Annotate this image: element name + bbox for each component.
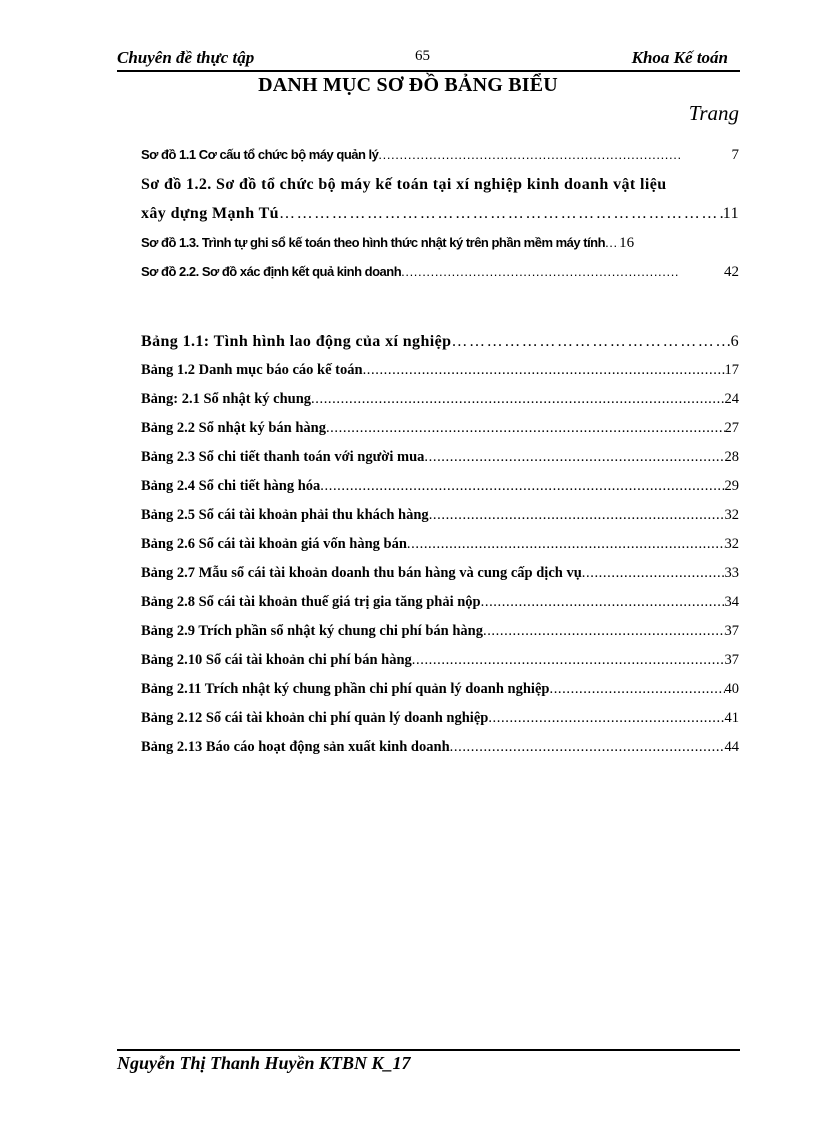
toc-entry-label: Bảng 2.4 Sổ chi tiết hàng hóa xyxy=(141,478,321,494)
toc-entry-table-2-3[interactable] xyxy=(141,449,739,466)
toc-entry-table-2-1[interactable] xyxy=(141,391,739,408)
toc-entry-label: Bảng 2.2 Sổ nhật ký bán hàng xyxy=(141,420,326,436)
toc-entry-page: 44 xyxy=(724,739,739,755)
toc-entry-table-1-2[interactable] xyxy=(141,362,739,379)
toc-entry-label: Bảng 2.8 Sổ cái tài khoản thuế giá trị gia tăng phải nộp xyxy=(141,594,481,610)
toc-entry-page: 40 xyxy=(724,681,739,697)
toc-leader-dots xyxy=(363,362,725,379)
toc-entry-label: Bảng: 2.1 Sổ nhật ký chung xyxy=(141,391,312,407)
footer-author: Nguyễn Thị Thanh Huyền KTBN K_17 xyxy=(117,1053,411,1073)
toc-entry-table-2-9[interactable] xyxy=(141,623,739,640)
toc-entry-diagram-1-2[interactable] xyxy=(141,205,739,223)
toc-entry-page: 7 xyxy=(731,147,739,163)
toc-entry-page: 16 xyxy=(619,235,635,251)
toc-entry-page: 34 xyxy=(724,594,739,610)
toc-entry-page: 32 xyxy=(724,507,739,523)
toc-leader-dots xyxy=(407,536,725,553)
toc-leader-dots xyxy=(483,623,725,640)
toc-entry-page: 37 xyxy=(724,652,739,668)
toc-leader-dots xyxy=(450,739,725,756)
toc-leader-dots xyxy=(320,478,724,495)
toc-leader-dots xyxy=(378,147,681,162)
toc-entry-label: Bảng 2.5 Sổ cái tài khoản phải thu khách hàng xyxy=(141,507,429,523)
toc-leader-dots xyxy=(549,681,724,698)
toc-entry-table-1-1[interactable] xyxy=(141,333,739,351)
page-header xyxy=(117,48,740,72)
toc-entry-diagram-1-1[interactable] xyxy=(141,147,739,164)
toc-entry-page: 42 xyxy=(724,264,739,280)
toc-entry-page: 28 xyxy=(724,449,739,465)
toc-entry-table-2-12[interactable] xyxy=(141,710,739,727)
toc-entry-table-2-5[interactable] xyxy=(141,507,739,524)
toc-leader-dots xyxy=(401,264,680,279)
toc-leader-dots xyxy=(481,594,725,611)
toc-leader-dots xyxy=(582,565,725,582)
toc-leader-dots xyxy=(279,205,723,223)
page-title: DANH MỤC SƠ ĐỒ BẢNG BIỂU xyxy=(258,74,558,96)
toc-leader-dots xyxy=(311,391,724,408)
toc-entry-label: Bảng 2.6 Sổ cái tài khoản giá vốn hàng bán xyxy=(141,536,407,552)
toc-entry-label: Bảng 2.9 Trích phần sổ nhật ký chung chi phí bán hàng xyxy=(141,623,483,639)
toc-leader-dots xyxy=(326,420,725,437)
page-column-label: Trang xyxy=(688,101,739,125)
toc-entry-page: 11 xyxy=(722,205,739,222)
toc-entry-diagram-1-3[interactable] xyxy=(141,235,739,252)
toc-entry-table-2-8[interactable] xyxy=(141,594,739,611)
toc-entry-label: Sơ đồ 1.1 Cơ cấu tổ chức bộ máy quản lý xyxy=(141,147,379,162)
toc-entry-label: Sơ đồ 1.2. Sơ đồ tổ chức bộ máy kế toán tại xí nghiệp kinh doanh vật liệu xyxy=(141,176,667,193)
header-department: Khoa Kế toán xyxy=(631,48,728,67)
toc-entry-table-2-7[interactable] xyxy=(141,565,739,582)
toc-entry-table-2-2[interactable] xyxy=(141,420,739,437)
toc-leader-dots xyxy=(605,235,619,250)
toc-entry-diagram-2-2[interactable] xyxy=(141,264,739,281)
toc-entry-label: Bảng 1.2 Danh mục báo cáo kế toán xyxy=(141,362,363,378)
toc-entry-page: 17 xyxy=(724,362,739,378)
toc-entry-label: Sơ đồ 2.2. Sơ đồ xác định kết quả kinh doanh xyxy=(141,264,402,279)
toc-entry-page: 24 xyxy=(724,391,739,407)
footer-rule xyxy=(117,1049,740,1051)
toc-entry-label: Sơ đồ 1.3. Trình tự ghi sổ kế toán theo hình thức nhật ký trên phần mềm máy tính xyxy=(141,235,606,250)
toc-entry-table-2-11[interactable] xyxy=(141,681,739,698)
toc-entry-table-2-13[interactable] xyxy=(141,739,739,756)
toc-leader-dots xyxy=(429,507,725,524)
toc-entry-label: Bảng 2.3 Sổ chi tiết thanh toán với người mua xyxy=(141,449,425,465)
toc-entry-page: 37 xyxy=(724,623,739,639)
toc-entry-page: 41 xyxy=(724,710,739,726)
toc-leader-dots xyxy=(412,652,725,669)
toc-leader-dots xyxy=(488,710,724,727)
toc-entry-label: Bảng 2.13 Báo cáo hoạt động sản xuất kinh doanh xyxy=(141,739,450,755)
toc-entry-label: Bảng 2.12 Sổ cái tài khoản chi phí quản lý doanh nghiệp xyxy=(141,710,489,726)
header-course-title: Chuyên đề thực tập xyxy=(117,48,255,67)
toc-entry-table-2-6[interactable] xyxy=(141,536,739,553)
toc-entry-page: 33 xyxy=(724,565,739,581)
toc-entry-label: xây dựng Mạnh Tú xyxy=(141,205,279,222)
toc-entry-page: 27 xyxy=(724,420,739,436)
toc-entry-label: Bảng 2.10 Sổ cái tài khoản chi phí bán hàng xyxy=(141,652,412,668)
header-page-number: 65 xyxy=(415,48,430,64)
toc-entry-page: 6 xyxy=(730,333,739,350)
toc-leader-dots xyxy=(424,449,724,466)
toc-entry-table-2-4[interactable] xyxy=(141,478,739,495)
toc-entry-diagram-1-2-line1[interactable] xyxy=(141,176,739,194)
toc-entry-label: Bảng 2.11 Trích nhật ký chung phần chi phí quản lý doanh nghiệp xyxy=(141,681,550,697)
toc-leader-dots xyxy=(451,333,730,351)
toc-entry-table-2-10[interactable] xyxy=(141,652,739,669)
toc-entry-label: Bảng 1.1: Tình hình lao động của xí nghiệp xyxy=(141,333,452,350)
toc-entry-page: 29 xyxy=(724,478,739,494)
toc-entry-page: 32 xyxy=(724,536,739,552)
toc-entry-label: Bảng 2.7 Mẫu sổ cái tài khoản doanh thu bán hàng và cung cấp dịch vụ xyxy=(141,565,582,581)
